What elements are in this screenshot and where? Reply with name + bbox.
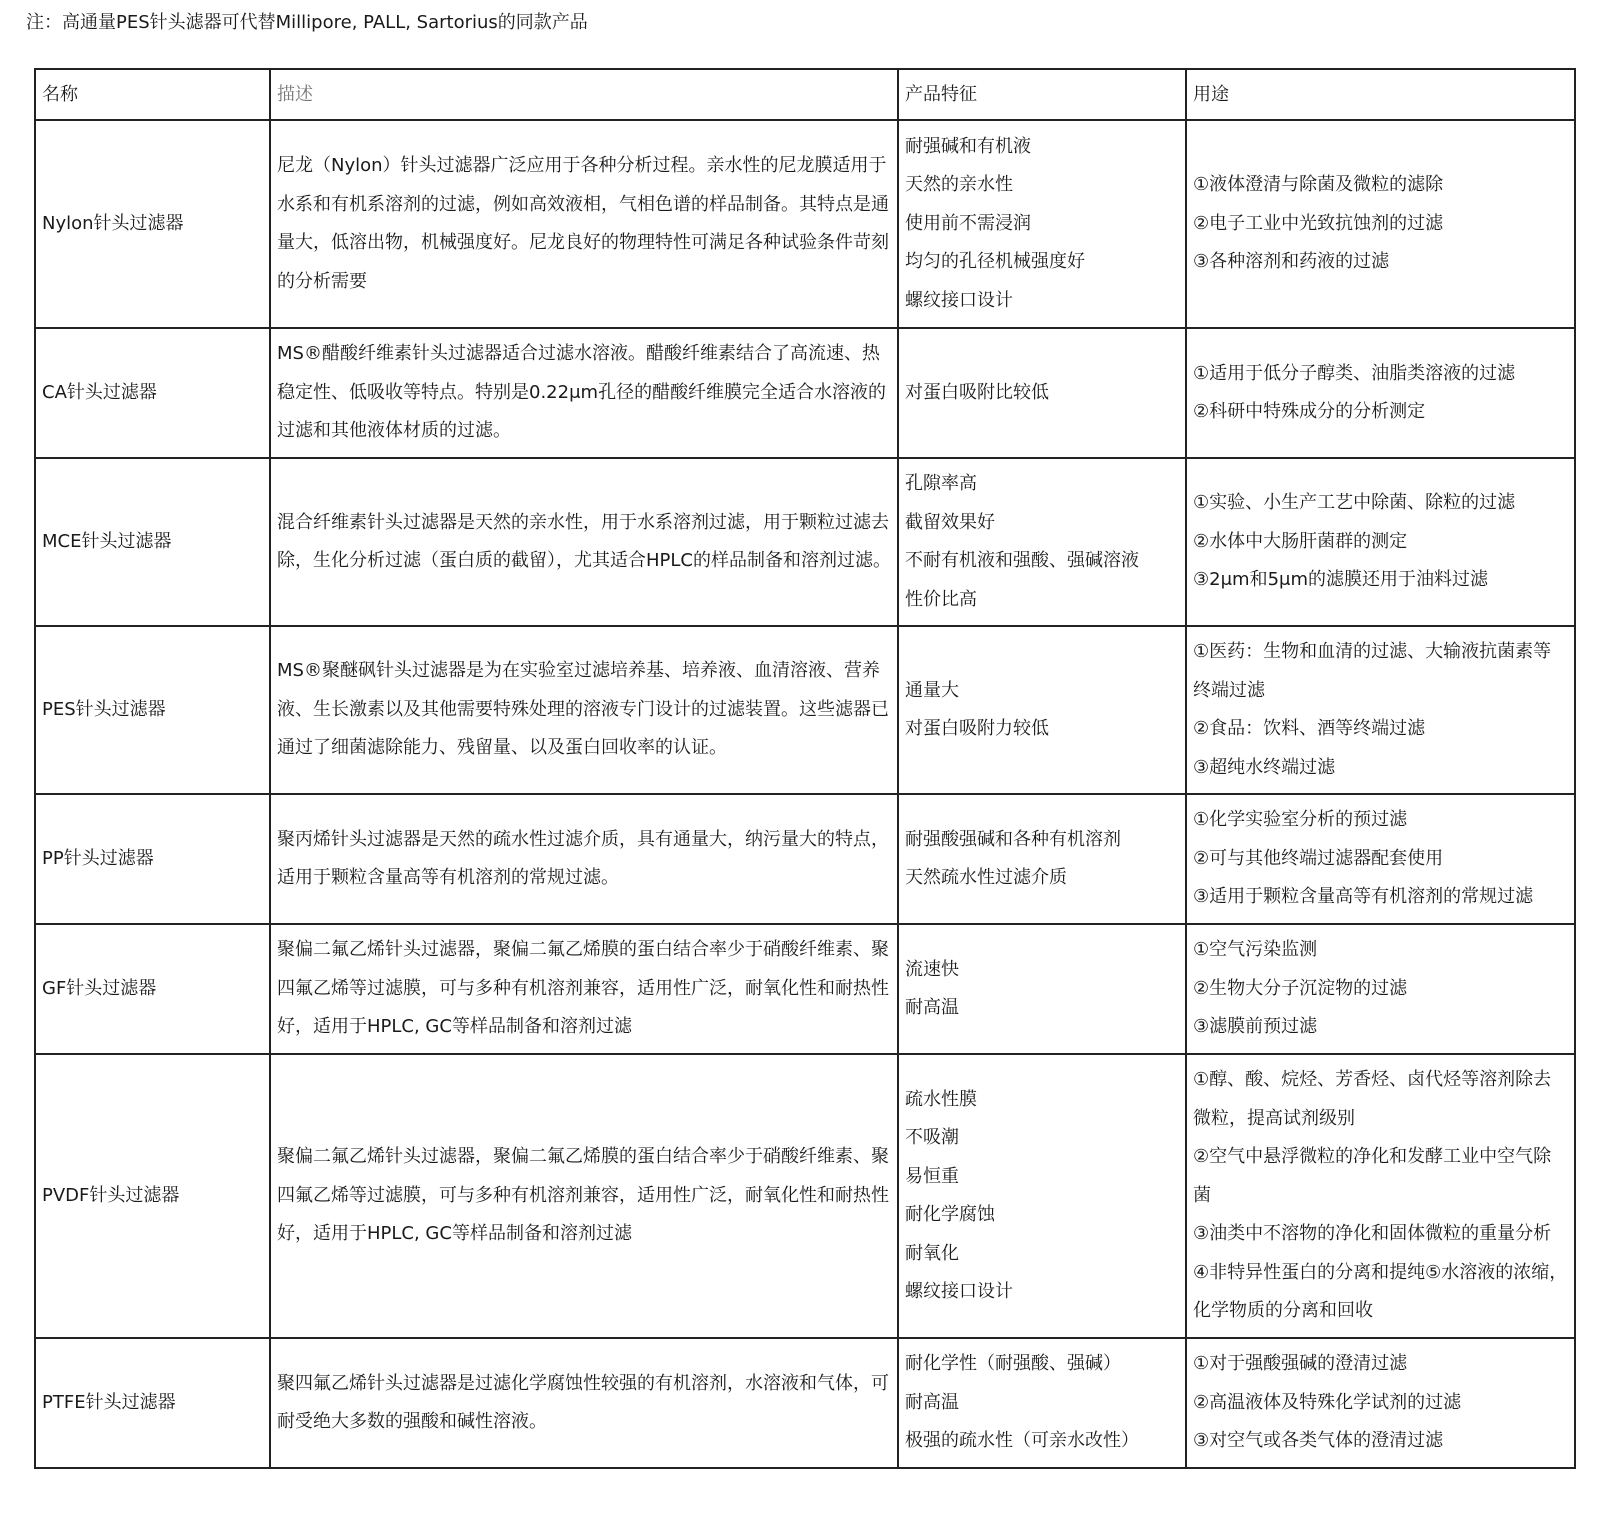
product-features bbox=[898, 1338, 1186, 1468]
use-item: ③2μm和5μm的滤膜还用于油料过滤 bbox=[1193, 569, 1489, 591]
use-item: ①化学实验室分析的预过滤 bbox=[1193, 809, 1408, 831]
product-uses bbox=[1186, 1054, 1575, 1338]
feature-item: 截留效果好 bbox=[905, 511, 995, 533]
product-description: 尼龙（Nylon）针头过滤器广泛应用于各种分析过程。亲水性的尼龙膜适用于水系和有机系溶剂的过滤，例如高效液相，气相色谱的样品制备。其特点是通量大，低溶出物，机械强度好。尼龙良好的物理特性可满足各种试验条件苛刻的分析需要 bbox=[270, 120, 898, 328]
feature-item: 性价比高 bbox=[905, 588, 977, 610]
product-name: PVDF针头过滤器 bbox=[35, 1054, 270, 1338]
use-item: ③油类中不溶物的净化和固体微粒的重量分析 bbox=[1193, 1223, 1552, 1245]
product-description: 聚偏二氟乙烯针头过滤器，聚偏二氟乙烯膜的蛋白结合率少于硝酸纤维素、聚四氟乙烯等过滤膜，可与多种有机溶剂兼容，适用性广泛，耐氧化性和耐热性好，适用于HPLC, GC等样品制备和溶剂过滤 bbox=[270, 924, 898, 1054]
product-uses bbox=[1186, 328, 1575, 458]
product-description: MS®醋酸纤维素针头过滤器适合过滤水溶液。醋酸纤维素结合了高流速、热稳定性、低吸收等特点。特别是0.22μm孔径的醋酸纤维膜完全适合水溶液的过滤和其他液体材质的过滤。 bbox=[270, 328, 898, 458]
use-item: ③各种溶剂和药液的过滤 bbox=[1193, 251, 1390, 273]
use-item: ③超纯水终端过滤 bbox=[1193, 756, 1336, 778]
use-item: ②可与其他终端过滤器配套使用 bbox=[1193, 847, 1444, 869]
use-item: ①医药：生物和血清的过滤、大输液抗菌素等终端过滤 bbox=[1193, 641, 1552, 701]
use-item: ④非特异性蛋白的分离和提纯⑤水溶液的浓缩，化学物质的分离和回收 bbox=[1193, 1261, 1568, 1322]
feature-item: 耐化学腐蚀 bbox=[905, 1204, 995, 1225]
column-header-features: 产品特征 bbox=[898, 69, 1186, 120]
table-row bbox=[35, 924, 1575, 1054]
column-header-uses: 用途 bbox=[1186, 69, 1575, 120]
feature-item: 均匀的孔径机械强度好 bbox=[905, 251, 1085, 273]
use-item: ③滤膜前预过滤 bbox=[1193, 1016, 1318, 1038]
use-item: ①醇、酸、烷烃、芳香烃、卤代烃等溶剂除去微粒，提高试剂级别 bbox=[1193, 1069, 1552, 1129]
feature-item: 天然疏水性过滤介质 bbox=[905, 867, 1067, 888]
table-row bbox=[35, 120, 1575, 328]
product-description: 聚偏二氟乙烯针头过滤器，聚偏二氟乙烯膜的蛋白结合率少于硝酸纤维素、聚四氟乙烯等过滤膜，可与多种有机溶剂兼容，适用性广泛，耐氧化性和耐热性好，适用于HPLC, GC等样品制备和溶剂过滤 bbox=[270, 1054, 898, 1338]
feature-item: 耐强酸强碱和各种有机溶剂 bbox=[905, 828, 1121, 850]
use-item: ①适用于低分子醇类、油脂类溶液的过滤 bbox=[1193, 362, 1516, 384]
product-features bbox=[898, 794, 1186, 924]
use-item: ②空气中悬浮微粒的净化和发酵工业中空气除菌 bbox=[1193, 1146, 1552, 1206]
feature-item: 螺纹接口设计 bbox=[905, 1281, 1013, 1302]
product-uses bbox=[1186, 924, 1575, 1054]
product-description: 聚四氟乙烯针头过滤器是过滤化学腐蚀性较强的有机溶剂，水溶液和气体，可耐受绝大多数的强酸和碱性溶液。 bbox=[270, 1338, 898, 1468]
table-note: 注：高通量PES针头滤器可代替Millipore, PALL, Sartorius的同款产品 bbox=[26, 12, 588, 33]
feature-item: 通量大 bbox=[905, 679, 959, 701]
feature-item: 耐高温 bbox=[905, 997, 959, 1018]
table-row bbox=[35, 1338, 1575, 1468]
table-row bbox=[35, 1054, 1575, 1338]
feature-item: 流速快 bbox=[905, 958, 959, 980]
column-header-description: 描述 bbox=[270, 69, 898, 120]
feature-item: 孔隙率高 bbox=[905, 473, 977, 494]
use-item: ②水体中大肠肝菌群的测定 bbox=[1193, 530, 1408, 552]
product-name: GF针头过滤器 bbox=[35, 924, 270, 1054]
product-name: PP针头过滤器 bbox=[35, 794, 270, 924]
product-name: PTFE针头过滤器 bbox=[35, 1338, 270, 1468]
product-features bbox=[898, 1054, 1186, 1338]
feature-item: 不耐有机液和强酸、强碱溶液 bbox=[905, 550, 1139, 571]
use-item: ①空气污染监测 bbox=[1193, 939, 1318, 961]
feature-item: 易恒重 bbox=[905, 1165, 959, 1187]
feature-item: 极强的疏水性（可亲水改性） bbox=[905, 1430, 1139, 1452]
feature-item: 耐高温 bbox=[905, 1391, 959, 1413]
filter-spec-table bbox=[34, 68, 1576, 1469]
product-features bbox=[898, 120, 1186, 328]
table-row bbox=[35, 328, 1575, 458]
product-name: PES针头过滤器 bbox=[35, 626, 270, 794]
product-name: Nylon针头过滤器 bbox=[35, 120, 270, 328]
use-item: ②食品：饮料、酒等终端过滤 bbox=[1193, 718, 1426, 739]
use-item: ③对空气或各类气体的澄清过滤 bbox=[1193, 1430, 1444, 1452]
feature-item: 不吸潮 bbox=[905, 1127, 959, 1148]
product-features bbox=[898, 458, 1186, 626]
table-header-row bbox=[35, 69, 1575, 120]
product-description: 聚丙烯针头过滤器是天然的疏水性过滤介质，具有通量大，纳污量大的特点，适用于颗粒含量高等有机溶剂的常规过滤。 bbox=[270, 794, 898, 924]
product-description: 混合纤维素针头过滤器是天然的亲水性，用于水系溶剂过滤，用于颗粒过滤去除，生化分析过滤（蛋白质的截留），尤其适合HPLC的样品制备和溶剂过滤。 bbox=[270, 458, 898, 626]
feature-item: 使用前不需浸润 bbox=[905, 212, 1031, 234]
feature-item: 对蛋白吸附力较低 bbox=[905, 718, 1049, 739]
product-uses bbox=[1186, 794, 1575, 924]
feature-item: 天然的亲水性 bbox=[905, 174, 1013, 196]
product-uses bbox=[1186, 120, 1575, 328]
feature-item: 耐氧化 bbox=[905, 1242, 959, 1264]
product-features bbox=[898, 626, 1186, 794]
table-row bbox=[35, 458, 1575, 626]
use-item: ②生物大分子沉淀物的过滤 bbox=[1193, 977, 1408, 999]
table-row bbox=[35, 626, 1575, 794]
use-item: ③适用于颗粒含量高等有机溶剂的常规过滤 bbox=[1193, 886, 1534, 908]
feature-item: 对蛋白吸附比较低 bbox=[905, 381, 1049, 403]
product-uses bbox=[1186, 626, 1575, 794]
product-description: MS®聚醚砜针头过滤器是为在实验室过滤培养基、培养液、血清溶液、营养液、生长激素以及其他需要特殊处理的溶液专门设计的过滤装置。这些滤器已通过了细菌滤除能力、残留量、以及蛋白回收率的认证。 bbox=[270, 626, 898, 794]
table-row bbox=[35, 794, 1575, 924]
use-item: ②科研中特殊成分的分析测定 bbox=[1193, 401, 1426, 422]
feature-item: 螺纹接口设计 bbox=[905, 289, 1013, 311]
product-name: MCE针头过滤器 bbox=[35, 458, 270, 626]
use-item: ②高温液体及特殊化学试剂的过滤 bbox=[1193, 1391, 1462, 1413]
use-item: ①实验、小生产工艺中除菌、除粒的过滤 bbox=[1193, 492, 1516, 514]
feature-item: 疏水性膜 bbox=[905, 1088, 977, 1110]
product-uses bbox=[1186, 458, 1575, 626]
column-header-name: 名称 bbox=[35, 69, 270, 120]
feature-item: 耐强碱和有机液 bbox=[905, 135, 1031, 157]
product-features bbox=[898, 328, 1186, 458]
use-item: ②电子工业中光致抗蚀剂的过滤 bbox=[1193, 212, 1444, 234]
product-name: CA针头过滤器 bbox=[35, 328, 270, 458]
use-item: ①液体澄清与除菌及微粒的滤除 bbox=[1193, 174, 1444, 196]
product-features bbox=[898, 924, 1186, 1054]
use-item: ①对于强酸强碱的澄清过滤 bbox=[1193, 1353, 1408, 1375]
product-uses bbox=[1186, 1338, 1575, 1468]
feature-item: 耐化学性（耐强酸、强碱） bbox=[905, 1353, 1121, 1375]
